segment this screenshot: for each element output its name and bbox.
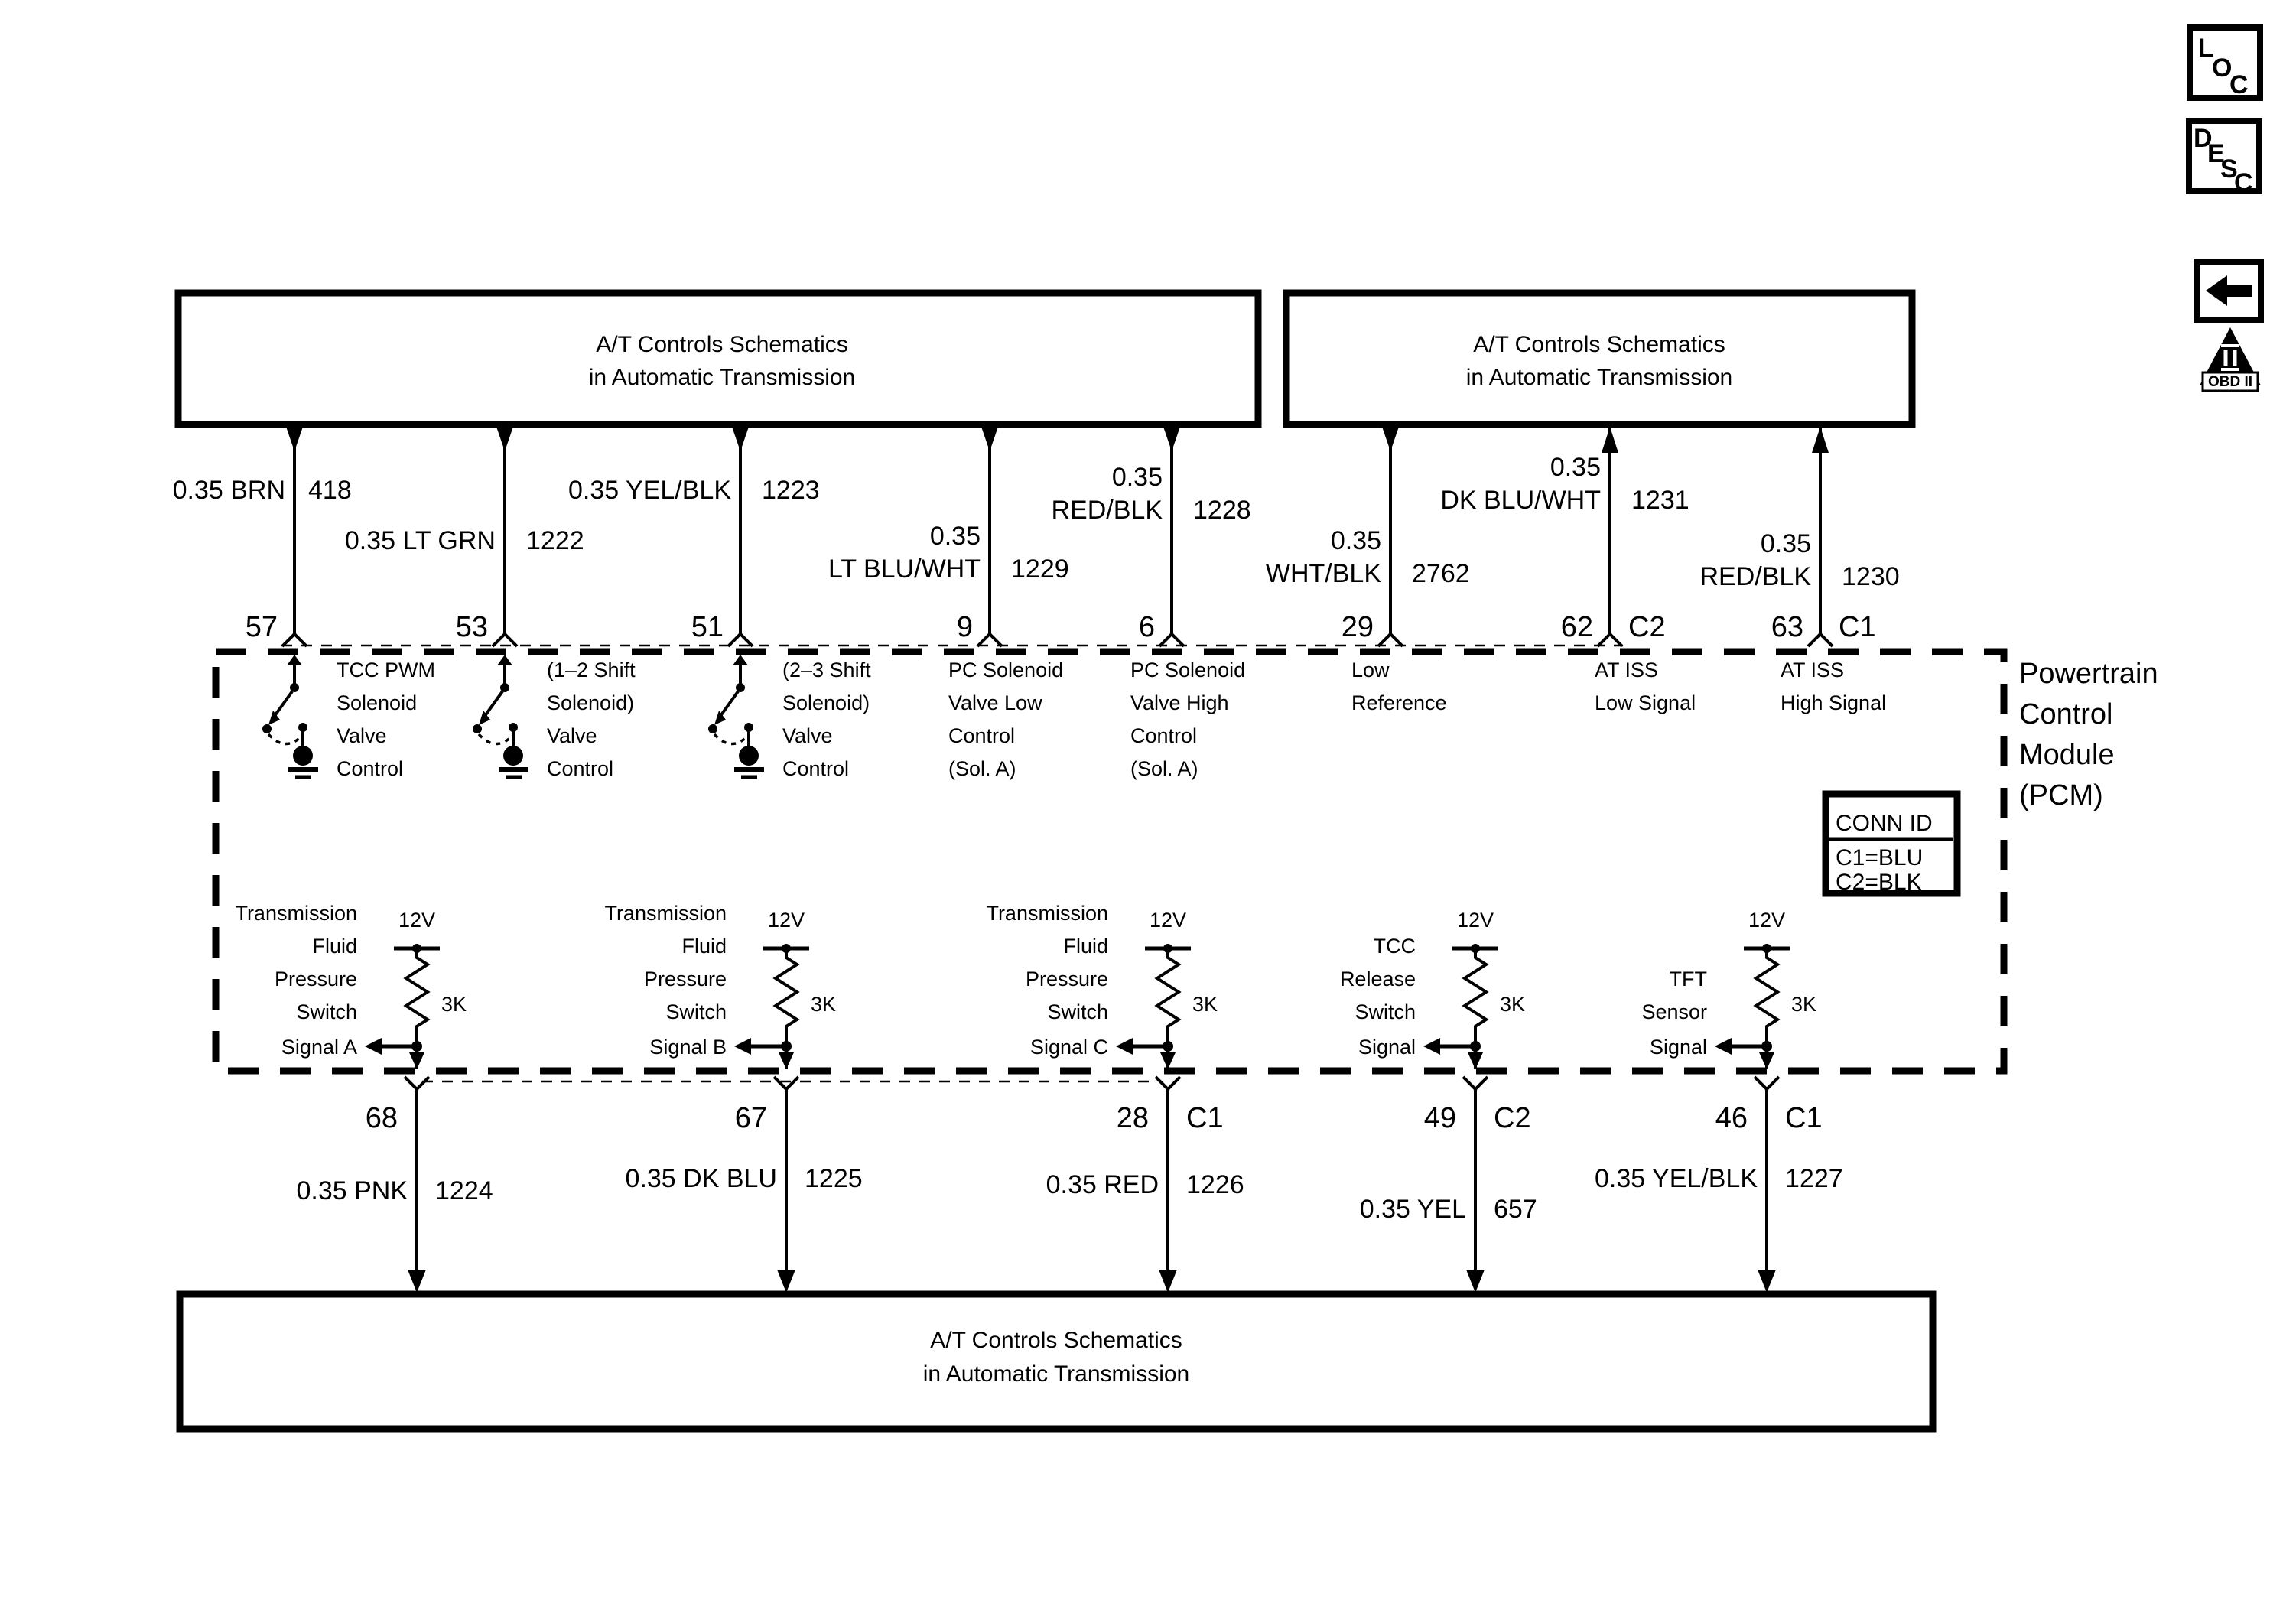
svg-text:Transmission: Transmission <box>235 902 357 925</box>
svg-text:PC Solenoid: PC Solenoid <box>948 659 1064 681</box>
svg-text:Reference: Reference <box>1351 691 1447 714</box>
top-right-title-line1: A/T Controls Schematics <box>1473 332 1725 357</box>
pin-51: 51 <box>691 611 724 643</box>
pcm-name-line4: (PCM) <box>2019 779 2103 812</box>
svg-text:Switch: Switch <box>665 1000 727 1023</box>
flow-arrow-down-icon <box>981 427 998 451</box>
resistor-67-value: 3K <box>811 993 837 1016</box>
wire-9-circuit: 1229 <box>1011 555 1069 584</box>
circuit-28 <box>986 902 1244 1293</box>
loc-letter-l: L <box>2198 34 2214 63</box>
wire-9-size: 0.35 <box>929 522 981 551</box>
wire-6-color: RED/BLK <box>1051 496 1163 525</box>
svg-text:Pressure: Pressure <box>1025 968 1108 990</box>
signal-arrow-left-icon <box>1715 1038 1732 1055</box>
wire-51-color: 0.35 YEL/BLK <box>568 476 731 505</box>
svg-text:Transmission: Transmission <box>986 902 1108 925</box>
flow-arrow-down-icon <box>1160 1052 1176 1069</box>
wire-51 <box>568 425 820 646</box>
desc-letter-s: S <box>2220 154 2238 184</box>
svg-text:Signal B: Signal B <box>649 1036 727 1059</box>
flow-arrow-up-icon <box>1812 427 1829 453</box>
wire-29-circuit: 2762 <box>1412 559 1470 588</box>
pin-62-conn: C2 <box>1628 611 1666 643</box>
conn-id-header: CONN ID <box>1836 811 1933 836</box>
pin-53: 53 <box>455 611 488 643</box>
pcm-name-line3: Module <box>2019 739 2115 771</box>
fn-57-line4: Control <box>337 757 404 780</box>
circuit-46 <box>1595 909 1843 1293</box>
terminal-67 <box>774 1077 798 1089</box>
terminal-28 <box>1156 1077 1180 1089</box>
wire-49-color: 0.35 YEL <box>1359 1195 1466 1224</box>
supply-68: 12V <box>398 909 436 932</box>
wire-6-circuit: 1228 <box>1193 496 1251 525</box>
circuit-68 <box>235 902 493 1293</box>
flow-arrow-down-icon <box>409 1052 424 1069</box>
conn-id-legend <box>1826 794 1957 895</box>
bottom-title-box <box>180 1294 1933 1429</box>
flow-arrow-down-icon <box>1159 1270 1177 1293</box>
driver-arrow-up-icon <box>497 655 512 665</box>
driver-symbol-57 <box>262 655 435 780</box>
resistor-49-value: 3K <box>1500 993 1526 1016</box>
svg-text:Valve High: Valve High <box>1130 691 1229 714</box>
back-button[interactable] <box>2197 262 2261 320</box>
terminal-62 <box>1598 634 1622 646</box>
top-right-title-line2: in Automatic Transmission <box>1465 365 1733 390</box>
desc-letter-e: E <box>2207 139 2225 168</box>
wire-29-size: 0.35 <box>1330 526 1381 555</box>
wire-62-color: DK BLU/WHT <box>1440 486 1601 515</box>
driver-arrow-up-icon <box>287 655 302 665</box>
loc-letter-c: C <box>2229 70 2249 99</box>
svg-text:Switch: Switch <box>1355 1000 1416 1023</box>
wire-67-color: 0.35 DK BLU <box>625 1164 777 1193</box>
flow-arrow-down-icon <box>1163 427 1180 451</box>
terminal-57 <box>282 634 307 646</box>
loc-letter-o: O <box>2212 54 2233 83</box>
top-left-title-line2: in Automatic Transmission <box>588 365 856 390</box>
bottom-title-line2: in Automatic Transmission <box>922 1361 1190 1387</box>
svg-text:Pressure: Pressure <box>274 968 357 990</box>
svg-text:Signal: Signal <box>1358 1036 1416 1059</box>
wire-57 <box>173 425 352 646</box>
fn-51-line2: Solenoid) <box>782 691 870 714</box>
flow-arrow-down-icon <box>779 1052 794 1069</box>
driver-symbol-53 <box>473 655 636 780</box>
flow-arrow-down-icon <box>1759 1052 1774 1069</box>
svg-text:AT ISS: AT ISS <box>1781 659 1845 681</box>
top-left-title-line1: A/T Controls Schematics <box>596 332 848 357</box>
conn-id-row2: C2=BLK <box>1836 870 1922 895</box>
svg-text:Switch: Switch <box>296 1000 357 1023</box>
terminal-46 <box>1755 1077 1779 1089</box>
wire-62 <box>1440 427 1689 646</box>
svg-text:Low: Low <box>1351 659 1390 681</box>
svg-text:Transmission: Transmission <box>604 902 727 925</box>
fn-57-line1: TCC PWM <box>337 659 435 681</box>
supply-67: 12V <box>767 909 805 932</box>
pin-28: 28 <box>1116 1102 1149 1134</box>
svg-text:AT ISS: AT ISS <box>1595 659 1659 681</box>
terminal-63 <box>1808 634 1833 646</box>
wire-28-color: 0.35 RED <box>1046 1170 1159 1199</box>
pin-6: 6 <box>1138 611 1155 643</box>
svg-text:Sensor: Sensor <box>1641 1000 1707 1023</box>
flow-arrow-down-icon <box>777 1270 795 1293</box>
svg-text:Signal C: Signal C <box>1029 1036 1108 1059</box>
svg-text:Control: Control <box>1130 724 1198 747</box>
fn-53-line4: Control <box>547 757 614 780</box>
svg-text:Fluid: Fluid <box>681 935 727 958</box>
terminal-49 <box>1463 1077 1488 1089</box>
svg-text:Valve Low: Valve Low <box>948 691 1042 714</box>
svg-text:Fluid: Fluid <box>312 935 357 958</box>
svg-text:Control: Control <box>948 724 1016 747</box>
desc-letter-c: C <box>2234 168 2253 197</box>
svg-text:Signal: Signal <box>1649 1036 1707 1059</box>
flow-arrow-down-icon <box>286 427 303 451</box>
wire-62-size: 0.35 <box>1550 453 1601 482</box>
wire-57-circuit: 418 <box>308 476 352 505</box>
fn-51-line1: (2–3 Shift <box>782 659 871 681</box>
svg-text:Signal A: Signal A <box>281 1036 357 1059</box>
flow-arrow-down-icon <box>408 1270 426 1293</box>
pin-63-conn: C1 <box>1839 611 1876 643</box>
wire-9 <box>828 425 1069 646</box>
pin-49: 49 <box>1423 1102 1456 1134</box>
signal-arrow-left-icon <box>1116 1038 1133 1055</box>
svg-text:Switch: Switch <box>1047 1000 1108 1023</box>
svg-text:TCC: TCC <box>1373 935 1416 958</box>
desc-letter-d: D <box>2194 124 2213 153</box>
fn-53-line1: (1–2 Shift <box>547 659 636 681</box>
signal-arrow-left-icon <box>365 1038 382 1055</box>
wire-51-circuit: 1223 <box>762 476 820 505</box>
supply-46: 12V <box>1748 909 1786 932</box>
wire-63-color: RED/BLK <box>1699 562 1811 591</box>
loc-button[interactable] <box>2190 28 2260 99</box>
wire-63 <box>1700 427 1900 646</box>
svg-text:(Sol. A): (Sol. A) <box>948 757 1016 780</box>
wire-62-circuit: 1231 <box>1631 486 1689 515</box>
terminal-6 <box>1159 634 1184 646</box>
fn-label-6 <box>1130 659 1245 780</box>
resistor-68-value: 3K <box>441 993 467 1016</box>
fn-57-line3: Valve <box>337 724 387 747</box>
wire-53-color: 0.35 LT GRN <box>344 526 496 555</box>
wire-46-circuit: 1227 <box>1785 1164 1843 1193</box>
top-right-title-box <box>1286 293 1912 424</box>
fn-51-line4: Control <box>782 757 850 780</box>
pin-67: 67 <box>734 1102 767 1134</box>
wire-53-circuit: 1222 <box>526 526 584 555</box>
wire-29 <box>1266 425 1470 646</box>
supply-28: 12V <box>1149 909 1187 932</box>
fn-label-9 <box>948 659 1063 780</box>
fn-51-line3: Valve <box>782 724 833 747</box>
pin-57: 57 <box>245 611 278 643</box>
wire-6-size: 0.35 <box>1111 463 1163 492</box>
pin-9: 9 <box>956 611 973 643</box>
svg-text:Pressure: Pressure <box>643 968 727 990</box>
back-arrow-icon <box>2206 275 2252 306</box>
svg-text:TFT: TFT <box>1669 968 1707 990</box>
fn-57-line2: Solenoid <box>337 691 418 714</box>
resistor-28-value: 3K <box>1192 993 1218 1016</box>
wire-63-size: 0.35 <box>1760 529 1811 558</box>
svg-text:(Sol. A): (Sol. A) <box>1130 757 1198 780</box>
circuit-67 <box>604 902 862 1293</box>
terminal-68 <box>405 1077 429 1089</box>
terminal-29 <box>1378 634 1403 646</box>
fn-53-line3: Valve <box>547 724 597 747</box>
wire-9-color: LT BLU/WHT <box>828 555 981 584</box>
wire-46-color: 0.35 YEL/BLK <box>1595 1164 1758 1193</box>
svg-text:PC Solenoid: PC Solenoid <box>1130 659 1246 681</box>
top-left-title-box <box>178 293 1258 424</box>
supply-49: 12V <box>1456 909 1494 932</box>
terminal-9 <box>977 634 1002 646</box>
wire-67-circuit: 1225 <box>805 1164 863 1193</box>
wire-53 <box>345 425 584 646</box>
svg-text:Release: Release <box>1339 968 1416 990</box>
terminal-51 <box>728 634 753 646</box>
resistor-46-value: 3K <box>1791 993 1817 1016</box>
flow-arrow-down-icon <box>1758 1270 1776 1293</box>
flow-arrow-down-icon <box>496 427 513 451</box>
pcm-name-line1: Powertrain <box>2019 658 2158 690</box>
fn-53-line2: Solenoid) <box>547 691 635 714</box>
wire-28-circuit: 1226 <box>1186 1170 1244 1199</box>
svg-text:Fluid: Fluid <box>1063 935 1108 958</box>
flow-arrow-down-icon <box>1382 427 1399 451</box>
wire-68-circuit: 1224 <box>435 1176 493 1205</box>
flow-arrow-down-icon <box>1468 1052 1483 1069</box>
driver-arrow-up-icon <box>733 655 748 665</box>
flow-arrow-up-icon <box>1602 427 1618 453</box>
fn-label-29 <box>1351 659 1447 714</box>
circuit-49 <box>1340 909 1537 1293</box>
fn-label-63 <box>1781 659 1886 714</box>
svg-text:Low Signal: Low Signal <box>1595 691 1696 714</box>
svg-text:High Signal: High Signal <box>1781 691 1887 714</box>
fn-label-62 <box>1595 659 1696 714</box>
signal-arrow-left-icon <box>1423 1038 1440 1055</box>
wire-57-color: 0.35 BRN <box>172 476 285 505</box>
pin-46: 46 <box>1715 1102 1748 1134</box>
pin-49-conn: C2 <box>1494 1102 1531 1134</box>
desc-button[interactable] <box>2189 121 2259 197</box>
bottom-title-line1: A/T Controls Schematics <box>930 1328 1182 1353</box>
wire-68-color: 0.35 PNK <box>296 1176 408 1205</box>
wire-49-circuit: 657 <box>1494 1195 1537 1224</box>
wire-29-color: WHT/BLK <box>1265 559 1381 588</box>
flow-arrow-down-icon <box>732 427 749 451</box>
obdii-label: OBD II <box>2207 374 2253 390</box>
pin-68: 68 <box>365 1102 398 1134</box>
obdii-badge <box>2200 327 2261 391</box>
wire-6 <box>1052 425 1251 646</box>
driver-symbol-51 <box>708 655 871 780</box>
pcm-name-line2: Control <box>2019 698 2113 730</box>
pin-28-conn: C1 <box>1186 1102 1224 1134</box>
conn-id-row1: C1=BLU <box>1836 845 1924 870</box>
terminal-53 <box>493 634 517 646</box>
signal-arrow-left-icon <box>734 1038 751 1055</box>
wire-63-circuit: 1230 <box>1842 562 1900 591</box>
pin-46-conn: C1 <box>1785 1102 1823 1134</box>
pin-62: 62 <box>1560 611 1593 643</box>
pin-63: 63 <box>1771 611 1803 643</box>
flow-arrow-down-icon <box>1466 1270 1485 1293</box>
pin-29: 29 <box>1341 611 1374 643</box>
